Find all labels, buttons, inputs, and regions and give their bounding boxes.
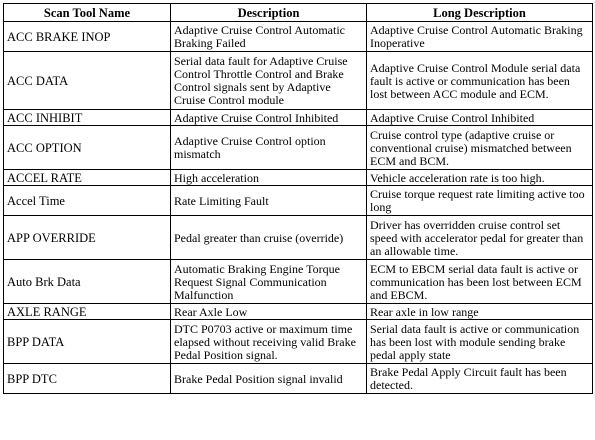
header-description: Description bbox=[171, 4, 367, 22]
cell-scan-tool-name: Auto Brk Data bbox=[4, 260, 171, 304]
header-long-description: Long Description bbox=[367, 4, 593, 22]
cell-long-description: Adaptive Cruise Control Inhibited bbox=[367, 110, 593, 126]
cell-long-description: Brake Pedal Apply Circuit fault has been detected. bbox=[367, 364, 593, 394]
header-scan-tool-name: Scan Tool Name bbox=[4, 4, 171, 22]
table-row bbox=[4, 320, 593, 364]
cell-description: Adaptive Cruise Control option mismatch bbox=[171, 126, 367, 170]
table-row bbox=[4, 110, 593, 126]
cell-scan-tool-name: ACC INHIBIT bbox=[4, 110, 171, 126]
scan-tool-table bbox=[3, 3, 593, 394]
cell-long-description: Adaptive Cruise Control Module serial data fault is active or communication has been lost between ACC module and ECM. bbox=[367, 52, 593, 110]
cell-scan-tool-name: ACC OPTION bbox=[4, 126, 171, 170]
cell-description: Brake Pedal Position signal invalid bbox=[171, 364, 367, 394]
table-row bbox=[4, 364, 593, 394]
cell-scan-tool-name: Accel Time bbox=[4, 186, 171, 216]
cell-description: Rear Axle Low bbox=[171, 304, 367, 320]
table-row bbox=[4, 186, 593, 216]
cell-description: Rate Limiting Fault bbox=[171, 186, 367, 216]
cell-long-description: Cruise torque request rate limiting active too long bbox=[367, 186, 593, 216]
cell-long-description: Rear axle in low range bbox=[367, 304, 593, 320]
table-row bbox=[4, 170, 593, 186]
cell-scan-tool-name: BPP DATA bbox=[4, 320, 171, 364]
cell-description: Serial data fault for Adaptive Cruise Control Throttle Control and Brake Control signals sent by Adaptive Cruise Control module bbox=[171, 52, 367, 110]
cell-scan-tool-name: ACCEL RATE bbox=[4, 170, 171, 186]
cell-description: DTC P0703 active or maximum time elapsed without receiving valid Brake Pedal Position signal. bbox=[171, 320, 367, 364]
table-header-row bbox=[4, 4, 593, 22]
table-row bbox=[4, 52, 593, 110]
cell-long-description: Vehicle acceleration rate is too high. bbox=[367, 170, 593, 186]
cell-long-description: Adaptive Cruise Control Automatic Braking Inoperative bbox=[367, 22, 593, 52]
table-row bbox=[4, 22, 593, 52]
cell-scan-tool-name: BPP DTC bbox=[4, 364, 171, 394]
cell-long-description: ECM to EBCM serial data fault is active or communication has been lost between ECM and EBCM. bbox=[367, 260, 593, 304]
cell-scan-tool-name: ACC DATA bbox=[4, 52, 171, 110]
table-row bbox=[4, 260, 593, 304]
cell-long-description: Serial data fault is active or communication has been lost with module sending brake pedal apply state bbox=[367, 320, 593, 364]
table-row bbox=[4, 126, 593, 170]
table-row bbox=[4, 216, 593, 260]
cell-scan-tool-name: AXLE RANGE bbox=[4, 304, 171, 320]
cell-long-description: Cruise control type (adaptive cruise or conventional cruise) mismatched between ECM and BCM. bbox=[367, 126, 593, 170]
scan-tool-table-container bbox=[3, 3, 592, 394]
cell-description: High acceleration bbox=[171, 170, 367, 186]
cell-description: Adaptive Cruise Control Inhibited bbox=[171, 110, 367, 126]
cell-description: Adaptive Cruise Control Automatic Braking Failed bbox=[171, 22, 367, 52]
cell-scan-tool-name: ACC BRAKE INOP bbox=[4, 22, 171, 52]
cell-scan-tool-name: APP OVERRIDE bbox=[4, 216, 171, 260]
cell-description: Pedal greater than cruise (override) bbox=[171, 216, 367, 260]
cell-long-description: Driver has overridden cruise control set speed with accelerator pedal for greater than an allowable time. bbox=[367, 216, 593, 260]
cell-description: Automatic Braking Engine Torque Request Signal Communication Malfunction bbox=[171, 260, 367, 304]
table-row bbox=[4, 304, 593, 320]
